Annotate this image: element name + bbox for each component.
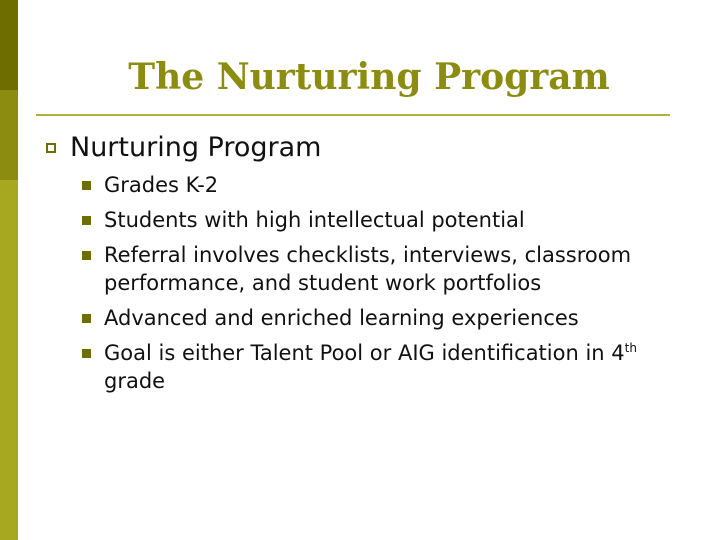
sub-bullet-text-end: grade <box>104 369 166 393</box>
side-accent-bar <box>0 0 18 540</box>
sub-bullet-item <box>80 206 680 234</box>
sub-bullet-text: Advanced and enriched learning experiences <box>104 306 579 330</box>
filled-square-bullet-icon <box>82 181 91 190</box>
slide-title: The Nurturing Program <box>128 56 610 98</box>
filled-square-bullet-icon <box>82 251 91 260</box>
side-bar-segment-top <box>0 0 18 90</box>
filled-square-bullet-icon <box>82 349 91 358</box>
sub-bullet-item <box>80 241 680 297</box>
ordinal-superscript: th <box>624 341 637 355</box>
sub-bullet-item <box>80 339 680 395</box>
sub-bullet-text-main: Goal is either Talent Pool or AIG identification in 4 <box>104 341 625 365</box>
side-bar-segment-bottom <box>0 180 18 540</box>
main-bullet <box>46 131 321 165</box>
main-bullet-text: Nurturing Program <box>70 132 322 163</box>
side-bar-segment-middle <box>0 90 18 180</box>
sub-bullet-text: Referral involves checklists, interviews, classroom performance, and student work portfolios <box>104 243 632 295</box>
sub-bullet-text: Students with high intellectual potential <box>104 208 525 232</box>
sub-bullet-item <box>80 171 680 199</box>
filled-square-bullet-icon <box>82 314 91 323</box>
sub-bullet-item <box>80 304 680 332</box>
hollow-square-bullet-icon <box>46 143 56 153</box>
filled-square-bullet-icon <box>82 216 91 225</box>
sub-bullet-text: Grades K-2 <box>104 173 219 197</box>
title-divider <box>36 114 670 116</box>
sub-bullet-list <box>80 171 680 402</box>
